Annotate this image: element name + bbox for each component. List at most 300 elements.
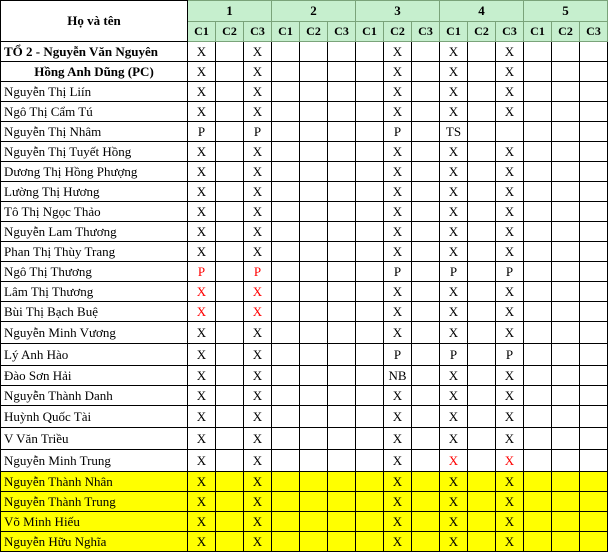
attendance-cell: P [496,344,524,366]
attendance-cell [328,302,356,322]
attendance-cell: X [384,512,412,532]
attendance-cell: X [496,322,524,344]
attendance-cell [328,322,356,344]
attendance-cell: X [244,322,272,344]
attendance-cell [300,472,328,492]
attendance-cell: X [384,450,412,472]
attendance-cell [272,322,300,344]
attendance-cell: X [384,202,412,222]
attendance-cell: X [440,102,468,122]
attendance-cell: X [188,42,216,62]
attendance-cell [412,472,440,492]
attendance-cell [524,62,552,82]
attendance-cell [580,492,608,512]
attendance-cell: X [244,202,272,222]
sub-header-2-c3: C3 [328,21,356,42]
attendance-cell [356,42,384,62]
attendance-cell [580,42,608,62]
person-name: Nguyễn Thị Tuyết Hồng [1,142,188,162]
attendance-cell [216,202,244,222]
attendance-cell [216,242,244,262]
attendance-cell: X [188,344,216,366]
attendance-cell: X [188,62,216,82]
sub-header-4-c3: C3 [496,21,524,42]
attendance-cell [356,242,384,262]
attendance-cell: X [496,366,524,386]
attendance-cell [552,262,580,282]
attendance-cell: X [244,102,272,122]
group-header-1: 1 [188,1,272,22]
attendance-cell [552,472,580,492]
attendance-cell [300,282,328,302]
person-name: Nguyễn Minh Trung [1,450,188,472]
attendance-cell: X [440,62,468,82]
attendance-cell [552,62,580,82]
sub-header-2-c1: C1 [272,21,300,42]
attendance-cell [216,322,244,344]
attendance-cell [272,162,300,182]
attendance-cell [524,366,552,386]
attendance-cell [524,428,552,450]
attendance-cell [328,472,356,492]
attendance-cell [356,472,384,492]
attendance-cell: X [244,512,272,532]
attendance-cell [300,492,328,512]
attendance-cell [328,62,356,82]
person-name: Nguyễn Thành Danh [1,386,188,406]
attendance-cell: X [188,450,216,472]
attendance-cell [328,182,356,202]
attendance-cell: X [384,302,412,322]
attendance-cell [356,386,384,406]
attendance-cell: P [440,262,468,282]
attendance-cell [552,492,580,512]
attendance-cell [412,386,440,406]
attendance-cell [272,344,300,366]
attendance-cell [580,344,608,366]
attendance-cell [300,262,328,282]
attendance-cell [216,366,244,386]
attendance-cell [552,222,580,242]
attendance-cell [300,62,328,82]
attendance-cell: X [244,302,272,322]
attendance-cell [300,122,328,142]
attendance-cell [356,302,384,322]
attendance-cell: X [188,492,216,512]
attendance-cell [412,262,440,282]
attendance-cell: X [384,142,412,162]
attendance-cell [272,406,300,428]
attendance-cell [468,42,496,62]
attendance-cell [216,428,244,450]
attendance-cell [552,142,580,162]
attendance-cell [552,386,580,406]
attendance-cell [216,532,244,552]
table-row [1,512,608,532]
attendance-cell [300,366,328,386]
attendance-cell [412,42,440,62]
attendance-cell [468,492,496,512]
attendance-cell [272,62,300,82]
attendance-cell [412,242,440,262]
attendance-cell [412,428,440,450]
attendance-cell: X [384,222,412,242]
attendance-cell: X [244,42,272,62]
table-row [1,122,608,142]
attendance-cell [468,428,496,450]
attendance-cell [524,512,552,532]
table-row [1,492,608,512]
table-row [1,428,608,450]
attendance-cell [216,122,244,142]
attendance-cell: X [496,142,524,162]
attendance-cell: X [244,282,272,302]
attendance-cell [356,262,384,282]
table-row [1,142,608,162]
attendance-cell [300,242,328,262]
attendance-cell [328,450,356,472]
attendance-cell: X [496,62,524,82]
attendance-cell: X [440,512,468,532]
attendance-cell [272,532,300,552]
person-name: Nguyễn Thị Liín [1,82,188,102]
attendance-cell [524,386,552,406]
attendance-cell: X [496,242,524,262]
attendance-cell [356,142,384,162]
attendance-cell: X [244,366,272,386]
attendance-cell [468,202,496,222]
person-name: Lâm Thị Thương [1,282,188,302]
attendance-cell [580,142,608,162]
sub-header-3-c3: C3 [412,21,440,42]
attendance-cell [552,450,580,472]
person-name: Nguyễn Thị Nhâm [1,122,188,142]
attendance-cell [216,386,244,406]
attendance-cell [356,428,384,450]
attendance-cell [216,262,244,282]
attendance-cell [328,102,356,122]
sub-header-1-c1: C1 [188,21,216,42]
attendance-cell [552,202,580,222]
attendance-cell [216,82,244,102]
attendance-cell: X [244,492,272,512]
attendance-cell [300,428,328,450]
attendance-cell: X [384,162,412,182]
attendance-cell [328,282,356,302]
attendance-cell [216,492,244,512]
attendance-cell: X [440,472,468,492]
attendance-cell [216,282,244,302]
table-row [1,82,608,102]
attendance-cell: X [440,42,468,62]
attendance-cell [468,122,496,142]
attendance-cell [580,282,608,302]
group-header-3: 3 [356,1,440,22]
person-name: TỔ 2 - Nguyễn Văn Nguyên [1,42,188,62]
attendance-cell [580,222,608,242]
attendance-cell [216,222,244,242]
sub-header-5-c1: C1 [524,21,552,42]
sub-header-4-c1: C1 [440,21,468,42]
group-header-4: 4 [440,1,524,22]
table-row [1,344,608,366]
sub-header-2-c2: C2 [300,21,328,42]
attendance-cell [524,222,552,242]
attendance-cell [328,42,356,62]
attendance-cell: P [384,262,412,282]
attendance-cell [552,406,580,428]
attendance-cell [272,142,300,162]
attendance-cell [412,302,440,322]
attendance-cell: X [244,142,272,162]
attendance-cell [272,42,300,62]
name-column-header: Họ và tên [1,1,188,42]
attendance-cell [356,322,384,344]
attendance-cell [580,62,608,82]
attendance-cell [524,162,552,182]
attendance-cell: X [440,428,468,450]
attendance-cell [524,242,552,262]
attendance-cell: X [440,386,468,406]
attendance-cell [300,322,328,344]
attendance-cell [216,162,244,182]
sub-header-4-c2: C2 [468,21,496,42]
attendance-cell [524,532,552,552]
attendance-cell: X [188,242,216,262]
attendance-cell [216,406,244,428]
attendance-cell [356,450,384,472]
attendance-cell [552,102,580,122]
attendance-cell: X [440,162,468,182]
attendance-cell [300,202,328,222]
attendance-cell: X [384,492,412,512]
attendance-cell [468,182,496,202]
attendance-cell [300,162,328,182]
attendance-cell [468,282,496,302]
attendance-cell: X [440,82,468,102]
attendance-cell: X [244,532,272,552]
attendance-cell [328,492,356,512]
attendance-cell [272,122,300,142]
attendance-cell: X [244,162,272,182]
header-group-row [1,1,608,22]
attendance-cell [300,182,328,202]
attendance-cell [356,532,384,552]
attendance-cell [300,102,328,122]
attendance-cell: X [244,472,272,492]
attendance-cell [524,122,552,142]
attendance-cell [580,472,608,492]
attendance-cell: TS [440,122,468,142]
attendance-cell [580,406,608,428]
attendance-cell [328,386,356,406]
attendance-cell [580,122,608,142]
attendance-cell: P [188,262,216,282]
person-name: Ngô Thị Cẩm Tú [1,102,188,122]
attendance-cell: X [440,302,468,322]
person-name: Võ Minh Hiếu [1,512,188,532]
attendance-cell: X [244,428,272,450]
attendance-cell [580,242,608,262]
attendance-cell [524,406,552,428]
attendance-cell [272,492,300,512]
attendance-cell [552,302,580,322]
attendance-cell [552,162,580,182]
attendance-cell [216,62,244,82]
table-row [1,302,608,322]
attendance-cell [524,322,552,344]
attendance-cell: X [188,202,216,222]
attendance-cell [524,450,552,472]
attendance-cell [552,42,580,62]
person-name: Bùi Thị Bạch Buệ [1,302,188,322]
attendance-cell [468,102,496,122]
attendance-cell [524,102,552,122]
attendance-cell [272,302,300,322]
attendance-cell [552,122,580,142]
attendance-cell: X [440,222,468,242]
attendance-cell: X [384,406,412,428]
attendance-cell [356,162,384,182]
attendance-cell [580,102,608,122]
attendance-cell: X [188,162,216,182]
attendance-cell [328,428,356,450]
attendance-cell [300,532,328,552]
attendance-cell [356,82,384,102]
attendance-cell: X [440,142,468,162]
attendance-cell: X [188,102,216,122]
attendance-cell [272,386,300,406]
attendance-cell [272,262,300,282]
attendance-cell: X [384,322,412,344]
attendance-cell: X [244,450,272,472]
attendance-cell [356,182,384,202]
sub-header-3-c2: C2 [384,21,412,42]
attendance-cell [300,82,328,102]
attendance-cell [580,386,608,406]
attendance-cell: X [244,222,272,242]
attendance-cell [552,512,580,532]
attendance-cell: X [496,406,524,428]
attendance-cell [412,202,440,222]
table-row [1,282,608,302]
attendance-cell: X [384,532,412,552]
person-name: Ngô Thị Thương [1,262,188,282]
attendance-cell [552,282,580,302]
attendance-cell: X [496,42,524,62]
attendance-cell: X [496,162,524,182]
attendance-cell: X [440,202,468,222]
attendance-cell [524,142,552,162]
attendance-cell: X [244,182,272,202]
attendance-cell [580,82,608,102]
attendance-cell [272,366,300,386]
attendance-cell: X [188,302,216,322]
attendance-cell [524,492,552,512]
attendance-cell [356,512,384,532]
attendance-cell [580,262,608,282]
attendance-cell [412,450,440,472]
attendance-cell [552,242,580,262]
attendance-cell [468,406,496,428]
table-row [1,450,608,472]
attendance-cell [552,322,580,344]
attendance-cell [412,82,440,102]
attendance-cell [272,450,300,472]
attendance-cell [524,202,552,222]
attendance-cell [216,472,244,492]
attendance-cell [580,202,608,222]
attendance-cell [300,302,328,322]
person-name: Đào Sơn Hải [1,366,188,386]
person-name: Phan Thị Thùy Trang [1,242,188,262]
attendance-cell [356,344,384,366]
attendance-cell [580,532,608,552]
person-name: Nguyễn Minh Vương [1,322,188,344]
table-row [1,222,608,242]
attendance-cell [356,366,384,386]
table-row [1,162,608,182]
attendance-cell: X [188,82,216,102]
attendance-cell: X [496,512,524,532]
attendance-cell: X [440,450,468,472]
sub-header-5-c3: C3 [580,21,608,42]
attendance-cell [468,450,496,472]
attendance-cell [412,282,440,302]
attendance-cell: X [440,182,468,202]
person-name: Nguyễn Lam Thương [1,222,188,242]
attendance-cell: X [496,532,524,552]
attendance-cell [580,322,608,344]
person-name: Nguyễn Thành Nhân [1,472,188,492]
attendance-cell [580,302,608,322]
table-row [1,242,608,262]
attendance-cell [580,182,608,202]
attendance-cell [412,222,440,242]
attendance-cell [272,82,300,102]
attendance-cell [300,512,328,532]
table-row [1,406,608,428]
attendance-cell [356,222,384,242]
attendance-cell: P [244,122,272,142]
attendance-cell: X [440,366,468,386]
attendance-cell [328,122,356,142]
table-row [1,322,608,344]
attendance-cell [300,386,328,406]
table-row [1,102,608,122]
attendance-cell [300,142,328,162]
attendance-cell: X [188,532,216,552]
attendance-cell [412,142,440,162]
attendance-cell [328,82,356,102]
attendance-cell: X [188,222,216,242]
attendance-cell [328,242,356,262]
attendance-cell [272,102,300,122]
attendance-cell [356,122,384,142]
attendance-cell [272,222,300,242]
group-header-2: 2 [272,1,356,22]
attendance-cell [468,512,496,532]
attendance-cell [468,322,496,344]
attendance-cell [524,472,552,492]
attendance-cell [328,162,356,182]
attendance-cell: X [440,322,468,344]
attendance-cell: X [384,102,412,122]
attendance-cell [412,406,440,428]
attendance-cell: X [496,492,524,512]
table-row [1,472,608,492]
attendance-cell [412,512,440,532]
